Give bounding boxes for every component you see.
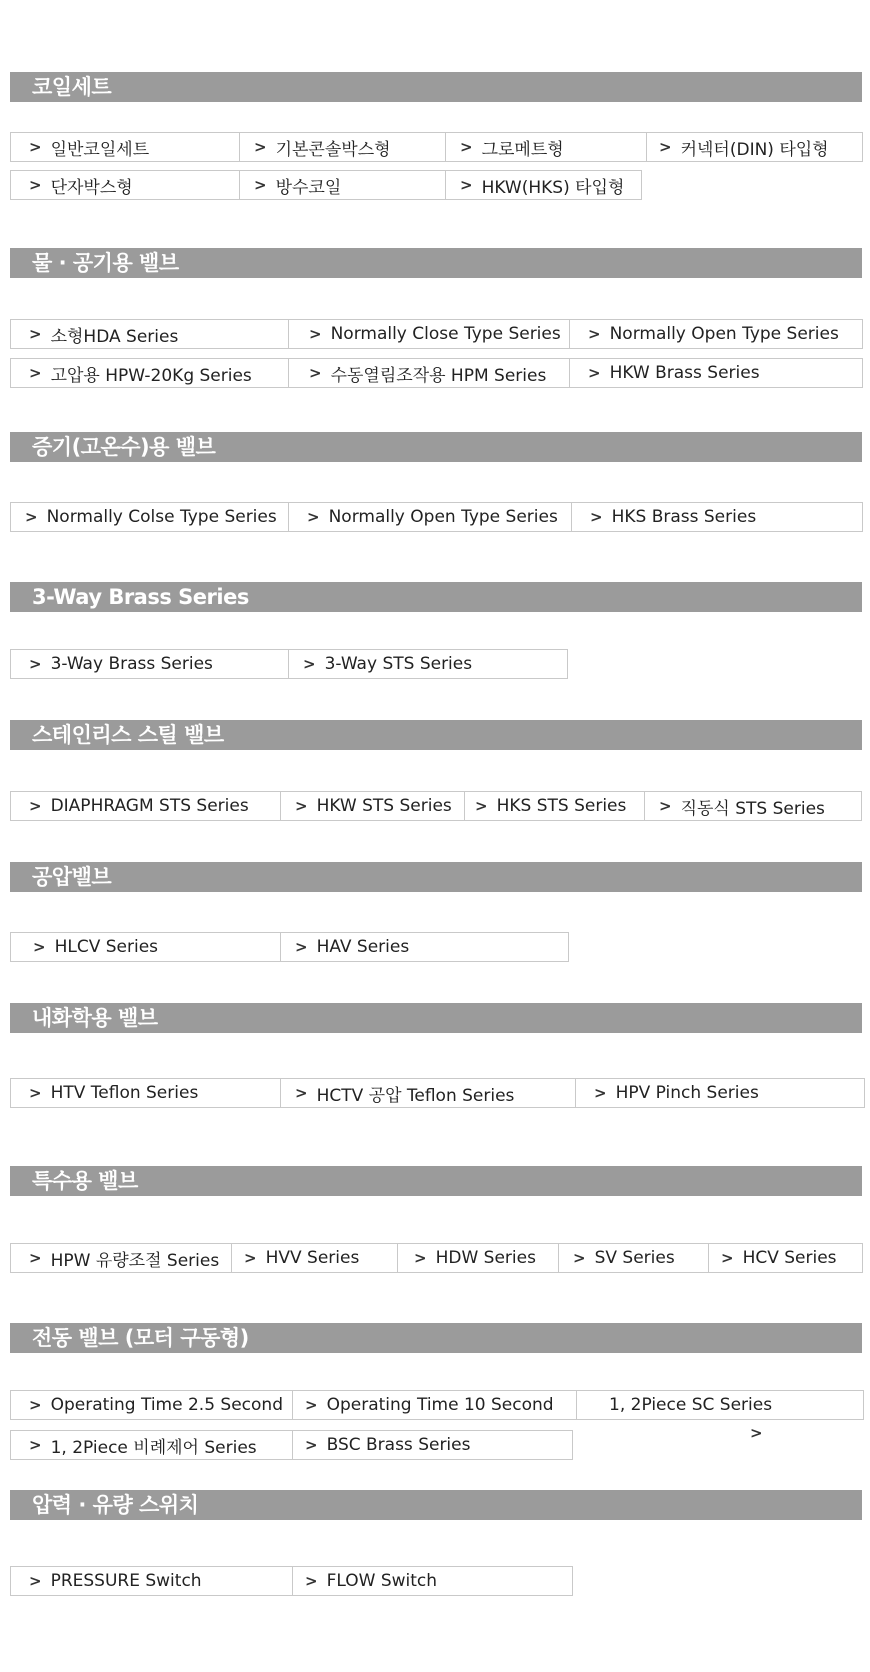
chevron-right-icon: > — [590, 508, 603, 526]
menu-item-hlcv-series[interactable] — [10, 932, 281, 962]
chevron-right-icon: > — [573, 1249, 586, 1267]
menu-item-hav-series[interactable] — [280, 932, 569, 962]
chevron-right-icon: > — [303, 655, 316, 673]
chevron-right-icon: > — [254, 176, 267, 194]
menu-item-label: HPV Pinch Series — [615, 1083, 759, 1103]
menu-item-label: Normally Open Type Series — [328, 507, 558, 527]
chevron-right-icon: > — [29, 138, 42, 156]
menu-row — [10, 1430, 573, 1460]
chevron-right-icon: > — [594, 1084, 607, 1102]
menu-item-coil-console-box[interactable] — [239, 132, 446, 162]
menu-item-label: HKS Brass Series — [611, 507, 757, 527]
menu-item-hks-brass-series[interactable] — [571, 502, 863, 532]
menu-item-hpw-series[interactable] — [10, 358, 289, 388]
chevron-right-icon: > — [254, 138, 267, 156]
menu-row — [10, 1078, 865, 1108]
menu-item-steam-normally-close[interactable] — [10, 502, 289, 532]
chevron-right-icon: > — [33, 938, 46, 956]
menu-row — [10, 1566, 573, 1596]
menu-item-hkw-brass-series[interactable] — [569, 358, 863, 388]
chevron-right-icon: > — [305, 1396, 318, 1414]
menu-item-coil-general[interactable] — [10, 132, 240, 162]
section-header-steam-valve: 증기(고온수)용 밸브 — [10, 432, 862, 462]
menu-item-coil-hkw-hks[interactable] — [445, 170, 642, 200]
menu-item-label: 1, 2Piece 비례제어 Series — [50, 1437, 257, 1458]
chevron-right-icon: > — [295, 938, 308, 956]
chevron-right-icon: > — [29, 176, 42, 194]
menu-item-label: 3-Way STS Series — [324, 654, 473, 674]
menu-item-sv-series[interactable] — [558, 1243, 709, 1273]
menu-item-2piece-sc[interactable] — [576, 1390, 864, 1420]
menu-item-hda-series[interactable] — [10, 319, 289, 349]
section-header-stainless-valve: 스테인리스 스틸 밸브 — [10, 720, 862, 750]
menu-item-label: Normally Colse Type Series — [46, 507, 277, 527]
menu-item-label: 고압용 HPW-20Kg Series — [50, 365, 252, 386]
menu-item-hpw-flow-control[interactable] — [10, 1243, 232, 1273]
menu-item-label: 그로메트형 — [481, 139, 564, 160]
menu-item-operating-time-10[interactable] — [292, 1390, 577, 1420]
chevron-right-icon: > — [659, 797, 672, 815]
section-header-chemical-valve: 내화학용 밸브 — [10, 1003, 862, 1033]
menu-item-flow-switch[interactable] — [292, 1566, 573, 1596]
menu-row — [10, 649, 568, 679]
menu-item-label: HPW 유량조절 Series — [50, 1250, 220, 1271]
menu-item-htv-teflon[interactable] — [10, 1078, 281, 1108]
section-header-pneumatic-valve: 공압밸브 — [10, 862, 862, 892]
menu-item-label: HKW(HKS) 타입형 — [481, 177, 625, 198]
menu-item-label: Normally Open Type Series — [609, 324, 839, 344]
menu-item-direct-sts[interactable] — [644, 791, 862, 821]
menu-row — [10, 502, 863, 532]
menu-row — [10, 170, 642, 200]
menu-item-hkw-sts[interactable] — [280, 791, 465, 821]
menu-item-diaphragm-sts[interactable] — [10, 791, 281, 821]
menu-item-operating-time-2-5[interactable] — [10, 1390, 293, 1420]
menu-item-label: 커넥터(DIN) 타입형 — [680, 139, 829, 160]
menu-item-hpm-series[interactable] — [288, 358, 570, 388]
chevron-right-icon: > — [309, 325, 322, 343]
menu-item-label: SV Series — [594, 1248, 675, 1268]
chevron-right-icon: > — [29, 655, 42, 673]
menu-item-label: 기본콘솔박스형 — [275, 139, 391, 160]
menu-item-pressure-switch[interactable] — [10, 1566, 293, 1596]
chevron-right-icon: > — [414, 1249, 427, 1267]
chevron-right-icon: > — [29, 364, 42, 382]
menu-item-label: 3-Way Brass Series — [50, 654, 213, 674]
chevron-right-icon: > — [721, 1249, 734, 1267]
menu-item-hcv-series[interactable] — [708, 1243, 863, 1273]
menu-item-label: HKW STS Series — [316, 796, 452, 816]
chevron-right-icon: > — [29, 797, 42, 815]
menu-item-label: 직동식 STS Series — [680, 798, 825, 819]
menu-item-3way-brass[interactable] — [10, 649, 289, 679]
menu-item-hvv-series[interactable] — [231, 1243, 398, 1273]
chevron-right-icon: > — [295, 797, 308, 815]
menu-row — [10, 1243, 863, 1273]
section-header-special-valve: 특수용 밸브 — [10, 1166, 862, 1196]
menu-item-label: HCTV 공압 Teflon Series — [316, 1085, 515, 1106]
menu-item-steam-normally-open[interactable] — [288, 502, 572, 532]
chevron-right-icon[interactable]: > — [750, 1424, 763, 1442]
chevron-right-icon: > — [29, 325, 42, 343]
menu-item-label: 1, 2Piece SC Series — [609, 1395, 773, 1415]
menu-item-hdw-series[interactable] — [397, 1243, 559, 1273]
chevron-right-icon: > — [295, 1084, 308, 1102]
menu-item-label: Normally Close Type Series — [330, 324, 561, 344]
menu-item-coil-terminal-box[interactable] — [10, 170, 240, 200]
menu-item-label: Operating Time 2.5 Second — [50, 1395, 283, 1415]
menu-item-coil-connector-din[interactable] — [646, 132, 863, 162]
chevron-right-icon: > — [460, 176, 473, 194]
chevron-right-icon: > — [588, 325, 601, 343]
menu-row — [10, 932, 569, 962]
chevron-right-icon: > — [309, 364, 322, 382]
chevron-right-icon: > — [29, 1396, 42, 1414]
menu-item-label: Operating Time 10 Second — [326, 1395, 554, 1415]
chevron-right-icon: > — [305, 1572, 318, 1590]
menu-item-2piece-proportional[interactable] — [10, 1430, 293, 1460]
menu-item-label: 방수코일 — [275, 177, 342, 198]
menu-item-label: 일반코일세트 — [50, 139, 150, 160]
chevron-right-icon: > — [305, 1436, 318, 1454]
chevron-right-icon: > — [29, 1436, 42, 1454]
chevron-right-icon: > — [29, 1084, 42, 1102]
menu-item-normally-close-series[interactable] — [288, 319, 570, 349]
section-header-pressure-flow-switch: 압력 · 유량 스위치 — [10, 1490, 862, 1520]
section-header-3way: 3-Way Brass Series — [10, 582, 862, 612]
chevron-right-icon: > — [588, 364, 601, 382]
menu-item-normally-open-series[interactable] — [569, 319, 863, 349]
chevron-right-icon: > — [29, 1249, 42, 1267]
menu-item-hks-sts[interactable] — [464, 791, 645, 821]
menu-row — [10, 1390, 864, 1420]
menu-item-bsc-brass[interactable] — [292, 1430, 573, 1460]
menu-item-coil-grommet[interactable] — [445, 132, 647, 162]
chevron-right-icon: > — [475, 797, 488, 815]
menu-item-3way-sts[interactable] — [288, 649, 568, 679]
menu-item-label: HTV Teflon Series — [50, 1083, 199, 1103]
menu-row — [10, 132, 863, 162]
menu-item-label: FLOW Switch — [326, 1571, 438, 1591]
menu-item-label: 단자박스형 — [50, 177, 133, 198]
section-header-water-air-valve: 물 · 공기용 밸브 — [10, 248, 862, 278]
menu-item-label: HLCV Series — [54, 937, 159, 957]
menu-item-label: 수동열림조작용 HPM Series — [330, 365, 547, 386]
menu-item-label: HCV Series — [742, 1248, 837, 1268]
menu-item-label: HDW Series — [435, 1248, 536, 1268]
menu-item-label: HKW Brass Series — [609, 363, 760, 383]
menu-item-label: BSC Brass Series — [326, 1435, 471, 1455]
section-header-motor-valve: 전동 밸브 (모터 구동형) — [10, 1323, 862, 1353]
menu-item-coil-waterproof[interactable] — [239, 170, 446, 200]
section-header-coil-set: 코일세트 — [10, 72, 862, 102]
chevron-right-icon: > — [307, 508, 320, 526]
chevron-right-icon: > — [29, 1572, 42, 1590]
menu-item-label: DIAPHRAGM STS Series — [50, 796, 249, 816]
menu-row — [10, 791, 862, 821]
chevron-right-icon: > — [244, 1249, 257, 1267]
menu-item-hctv-teflon[interactable] — [280, 1078, 576, 1108]
menu-row — [10, 319, 863, 349]
menu-item-label: HAV Series — [316, 937, 410, 957]
menu-item-label: 소형HDA Series — [50, 326, 179, 347]
menu-item-hpv-pinch[interactable] — [575, 1078, 865, 1108]
menu-item-label: HVV Series — [265, 1248, 360, 1268]
chevron-right-icon: > — [460, 138, 473, 156]
menu-item-label: HKS STS Series — [496, 796, 627, 816]
menu-item-label: PRESSURE Switch — [50, 1571, 202, 1591]
menu-row — [10, 358, 863, 388]
chevron-right-icon: > — [25, 508, 38, 526]
chevron-right-icon: > — [659, 138, 672, 156]
